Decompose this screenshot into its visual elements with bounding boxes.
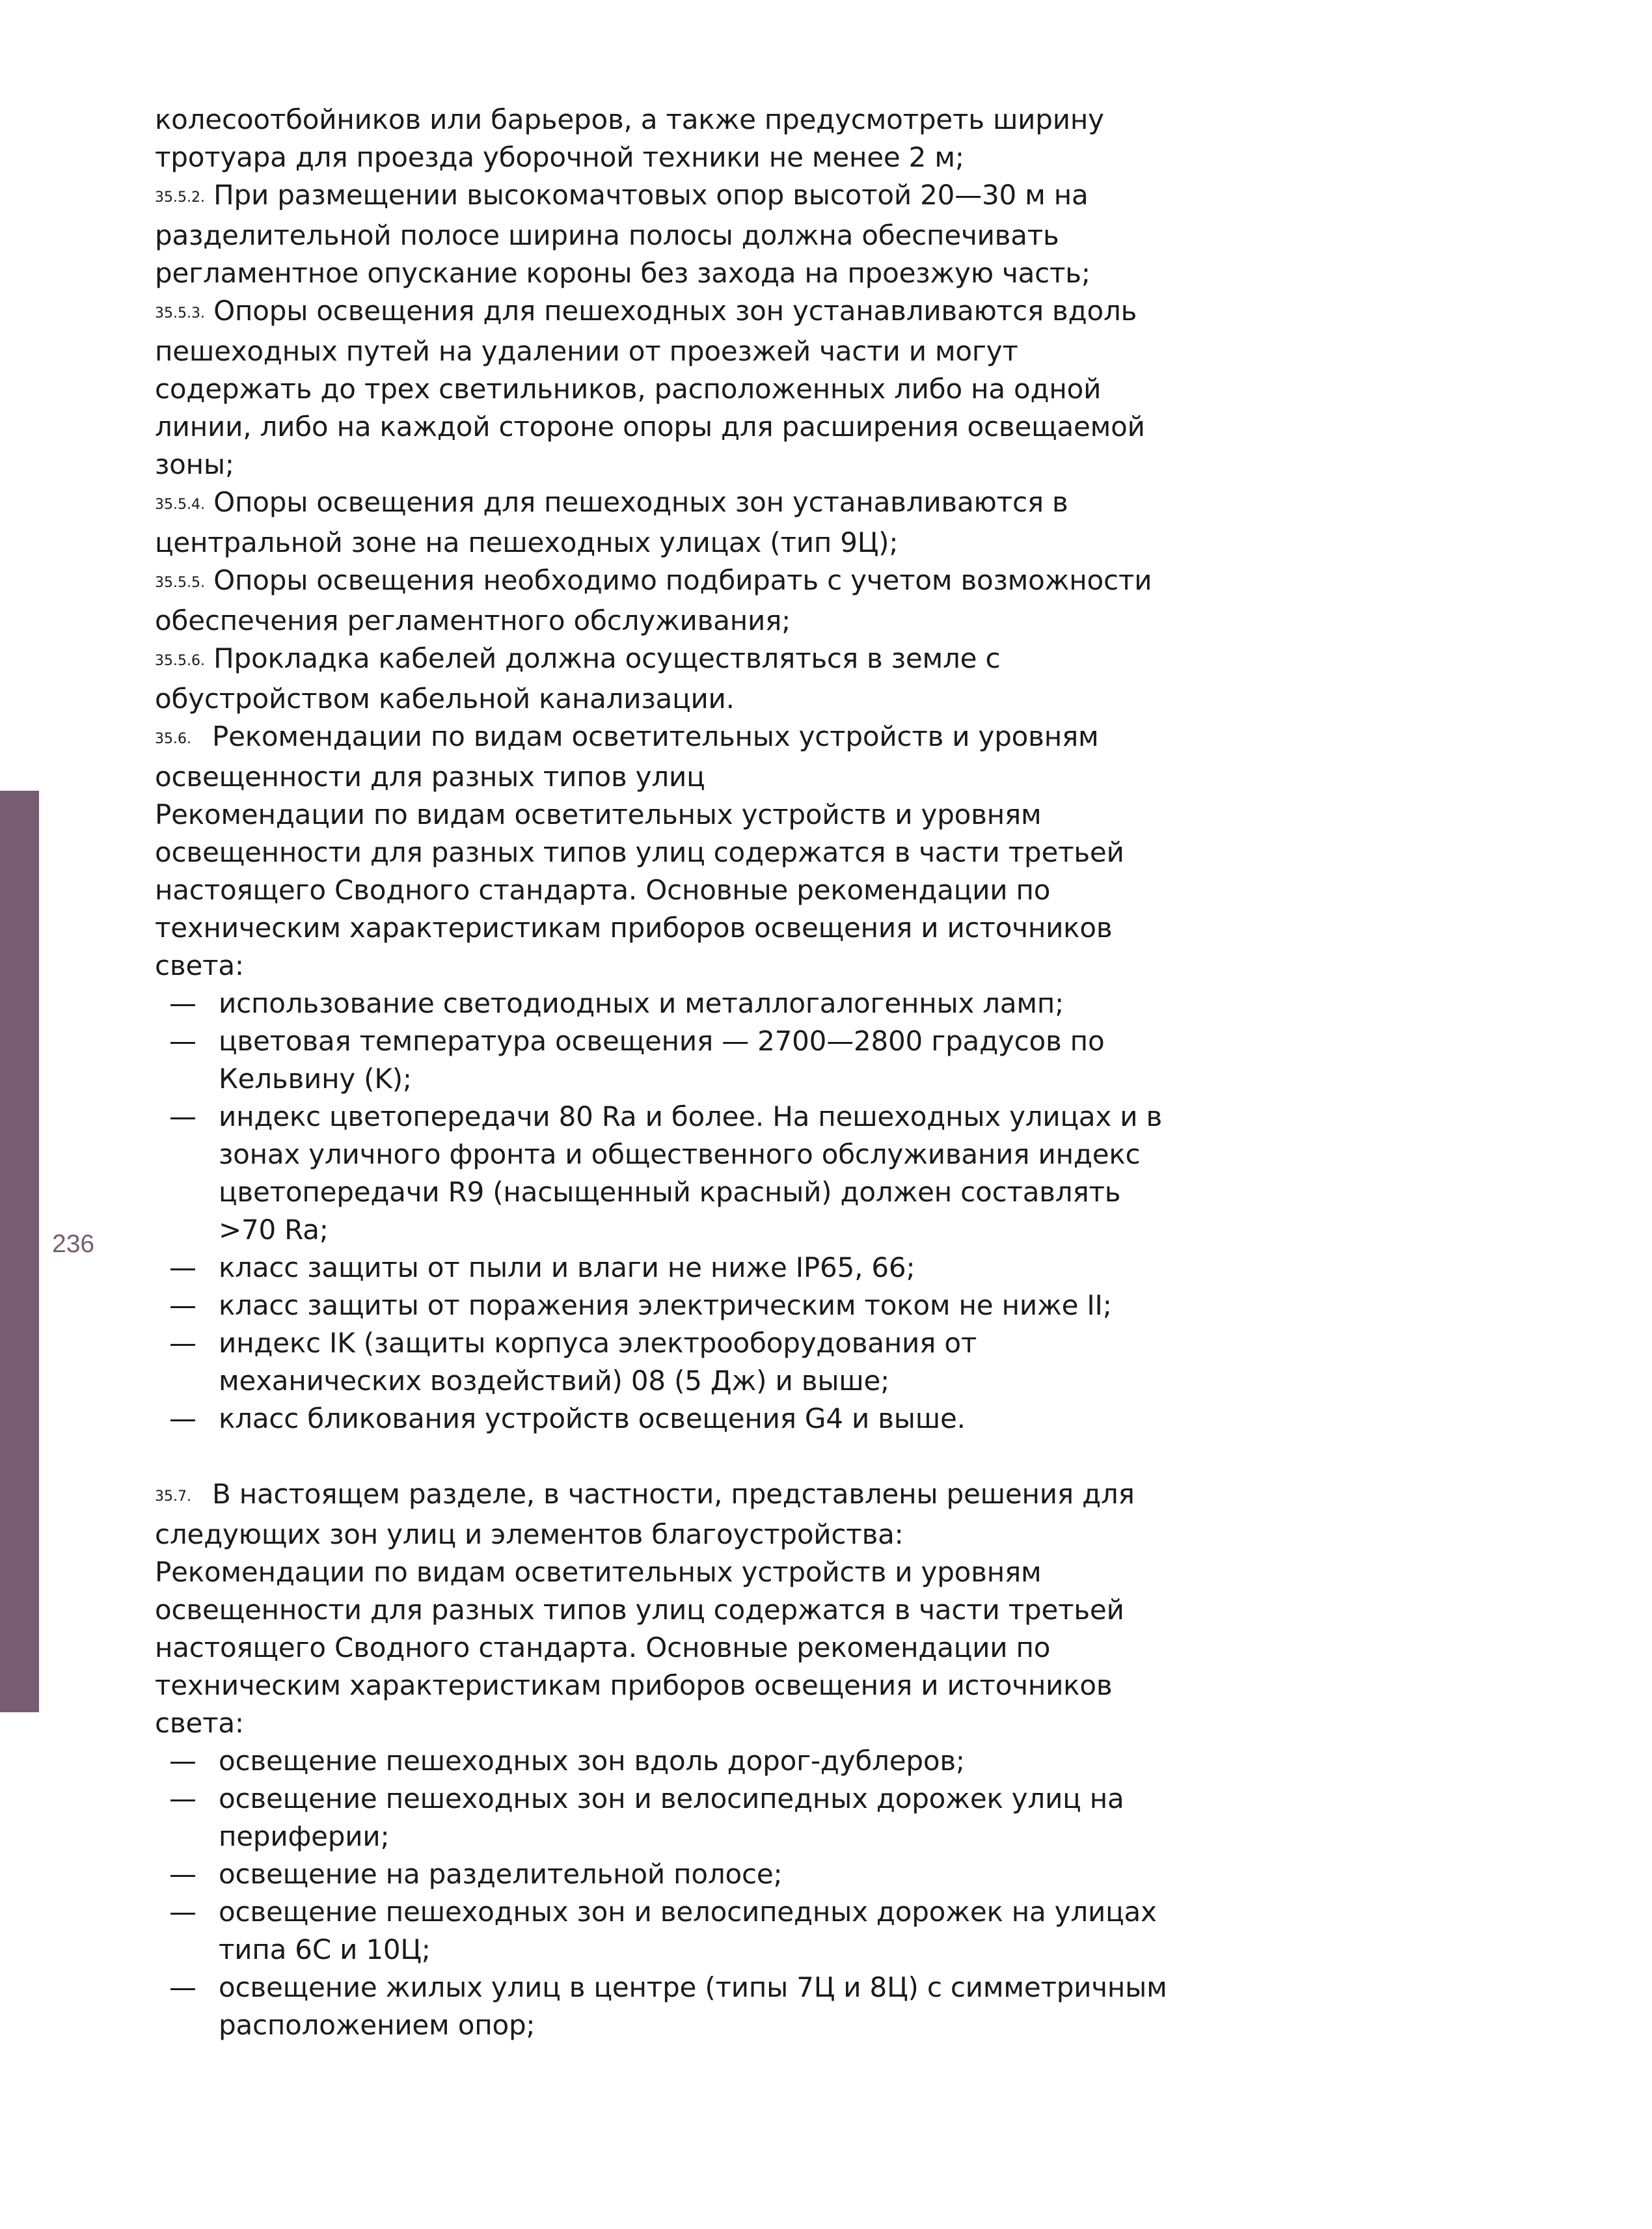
side-color-bar: [0, 791, 39, 1712]
list-item: — освещение на разделительной полосе;: [155, 1855, 1176, 1893]
dash-bullet-icon: —: [169, 987, 196, 1019]
list-item: — освещение жилых улиц в центре (типы 7Ц и 8Ц) с симметричным расположением опор;: [155, 1969, 1176, 2044]
dash-bullet-icon: —: [169, 1402, 196, 1434]
list-item: — освещение пешеходных зон и велосипедных дорожек улиц на периферии;: [155, 1780, 1176, 1855]
section-heading: [155, 718, 1176, 796]
intro-paragraph: колесоотбойников или барьеров, а также предусмотреть ширину тротуара для проезда уборочной техники не менее 2 м;: [155, 103, 1104, 173]
item-text: Опоры освещения для пешеходных зон устанавливаются в центральной зоне на пешеходных улицах (тип 9Ц);: [155, 486, 1068, 558]
section-35-6: [155, 718, 1176, 1438]
dash-bullet-icon: —: [169, 1025, 196, 1057]
bullet-list: [155, 985, 1176, 1438]
list-item: — освещение пешеходных зон и велосипедных дорожек на улицах типа 6С и 10Ц;: [155, 1893, 1176, 1969]
item-number: 35.5.2.: [155, 189, 205, 206]
list-item: — индекс цветопередачи 80 Ra и более. На пешеходных улицах и в зонах уличного фронта и общественного обслуживания индекс цветопередачи R9 (насыщенный красный) должен составлять >70 Ra;: [155, 1098, 1176, 1249]
page-number: 236: [52, 1230, 95, 1258]
item-text: Опоры освещения необходимо подбирать с учетом возможности обеспечения регламентного обслуживания;: [155, 564, 1152, 636]
dash-bullet-icon: —: [169, 1327, 196, 1359]
list-item: — класс защиты от пыли и влаги не ниже IP65, 66;: [155, 1249, 1176, 1287]
dash-bullet-icon: —: [169, 1745, 196, 1777]
section-35-7: [155, 1475, 1176, 2044]
item-number: 35.5.4.: [155, 497, 205, 513]
item-text: При размещении высокомачтовых опор высотой 20—30 м на разделительной полосе ширина полосы должна обеспечивать регламентное опускание короны без захода на проезжую часть;: [155, 179, 1090, 289]
section-number: 35.7.: [155, 1488, 191, 1505]
item-35-5-2: [155, 176, 1176, 292]
item-number: 35.5.3.: [155, 305, 205, 321]
dash-bullet-icon: —: [169, 1101, 196, 1132]
section-number: 35.6.: [155, 731, 191, 747]
item-text: Прокладка кабелей должна осуществляться в земле с обустройством кабельной канализации.: [155, 642, 1001, 715]
dash-bullet-icon: —: [169, 1251, 196, 1283]
list-item: — использование светодиодных и металлогалогенных ламп;: [155, 985, 1176, 1022]
list-item: — цветовая температура освещения — 2700—2800 градусов по Кельвину (K);: [155, 1022, 1176, 1098]
item-35-5-6: [155, 640, 1176, 718]
item-number: 35.5.5.: [155, 575, 205, 591]
list-item: — освещение пешеходных зон вдоль дорог-дублеров;: [155, 1742, 1176, 1780]
list-item: — класс защиты от поражения электрическим током не ниже II;: [155, 1287, 1176, 1324]
item-35-5-3: [155, 292, 1176, 484]
list-item: — класс бликования устройств освещения G4 и выше.: [155, 1400, 1176, 1438]
bullet-list: [155, 1742, 1176, 2044]
item-35-5-4: [155, 484, 1176, 562]
section-heading-text: Рекомендации по видам осветительных устройств и уровням освещенности для разных типов улиц: [155, 720, 1099, 793]
item-number: 35.5.6.: [155, 653, 205, 669]
section-heading: [155, 1475, 1176, 1553]
dash-bullet-icon: —: [169, 1971, 196, 2003]
item-35-5-5: [155, 562, 1176, 640]
list-item: — индекс IK (защиты корпуса электрооборудования от механических воздействий) 08 (5 Дж) и выше;: [155, 1324, 1176, 1400]
dash-bullet-icon: —: [169, 1858, 196, 1890]
section-body: Рекомендации по видам осветительных устройств и уровням освещенности для разных типов улиц содержатся в части третьей настоящего Сводного стандарта. Основные рекомендации по техническим характеристикам приборов освещения и источников света:: [155, 799, 1124, 981]
page-content: [155, 101, 1176, 2044]
dash-bullet-icon: —: [169, 1896, 196, 1928]
section-heading-text: В настоящем разделе, в частности, представлены решения для следующих зон улиц и элементов благоустройства:: [155, 1478, 1135, 1550]
dash-bullet-icon: —: [169, 1783, 196, 1814]
dash-bullet-icon: —: [169, 1289, 196, 1321]
item-text: Опоры освещения для пешеходных зон устанавливаются вдоль пешеходных путей на удалении от проезжей части и могут содержать до трех светильников, расположенных либо на одной линии, либо на каждой стороне опоры для расширения освещаемой зоны;: [155, 295, 1145, 480]
section-body: Рекомендации по видам осветительных устройств и уровням освещенности для разных типов улиц содержатся в части третьей настоящего Сводного стандарта. Основные рекомендации по техническим характеристикам приборов освещения и источников света:: [155, 1556, 1124, 1739]
